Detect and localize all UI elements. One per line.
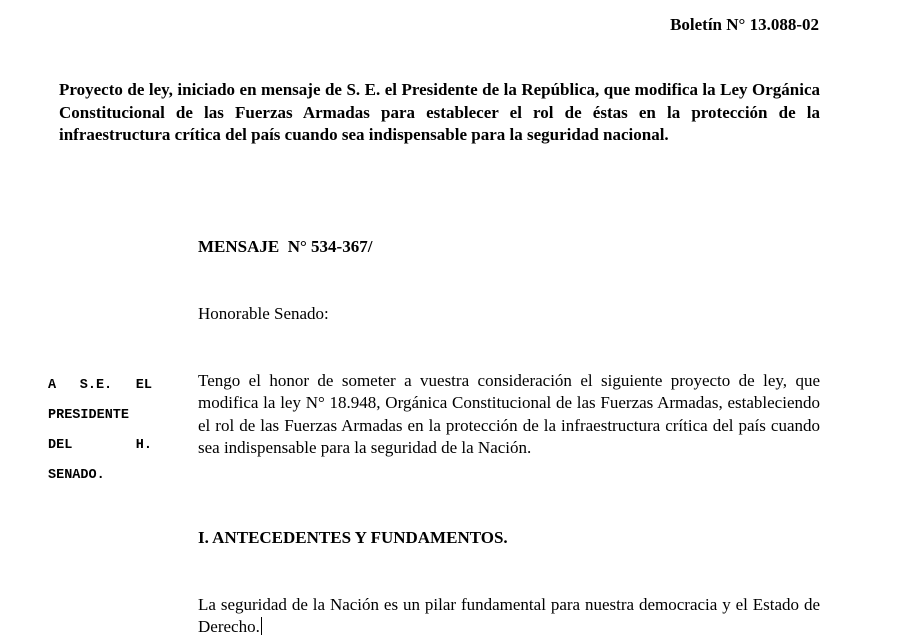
- section-paragraph[interactable]: [198, 594, 820, 639]
- bill-summary: Proyecto de ley, iniciado en mensaje de S. E. el Presidente de la República, que modifica la Ley Orgánica Constitucional de las Fuerzas Armadas para establecer el rol de éstas en la protección de la infraestructura crítica del país cuando sea indispensable para la seguridad nacional.: [59, 80, 820, 144]
- message-number: MENSAJE N° 534-367/: [198, 237, 373, 256]
- bulletin-number: Boletín N° 13.088-02: [670, 15, 819, 34]
- addressee-block: A S.E. EL PRESIDENTE DEL H. SENADO.: [48, 378, 152, 483]
- section-paragraph-text: La seguridad de la Nación es un pilar fundamental para nuestra democracia y el Estado de Derecho.: [198, 595, 820, 637]
- salutation: Honorable Senado:: [198, 304, 329, 323]
- intro-paragraph: Tengo el honor de someter a vuestra consideración el siguiente proyecto de ley, que modifica la ley N° 18.948, Orgánica Constitucional de las Fuerzas Armadas, estableciendo el rol de las Fuerzas Armadas en la protección de la infraestructura crítica del país cuando sea indispensable para la seguridad de la Nación.: [198, 371, 820, 458]
- text-cursor: [261, 617, 262, 635]
- section-heading: I. ANTECEDENTES Y FUNDAMENTOS.: [198, 528, 508, 547]
